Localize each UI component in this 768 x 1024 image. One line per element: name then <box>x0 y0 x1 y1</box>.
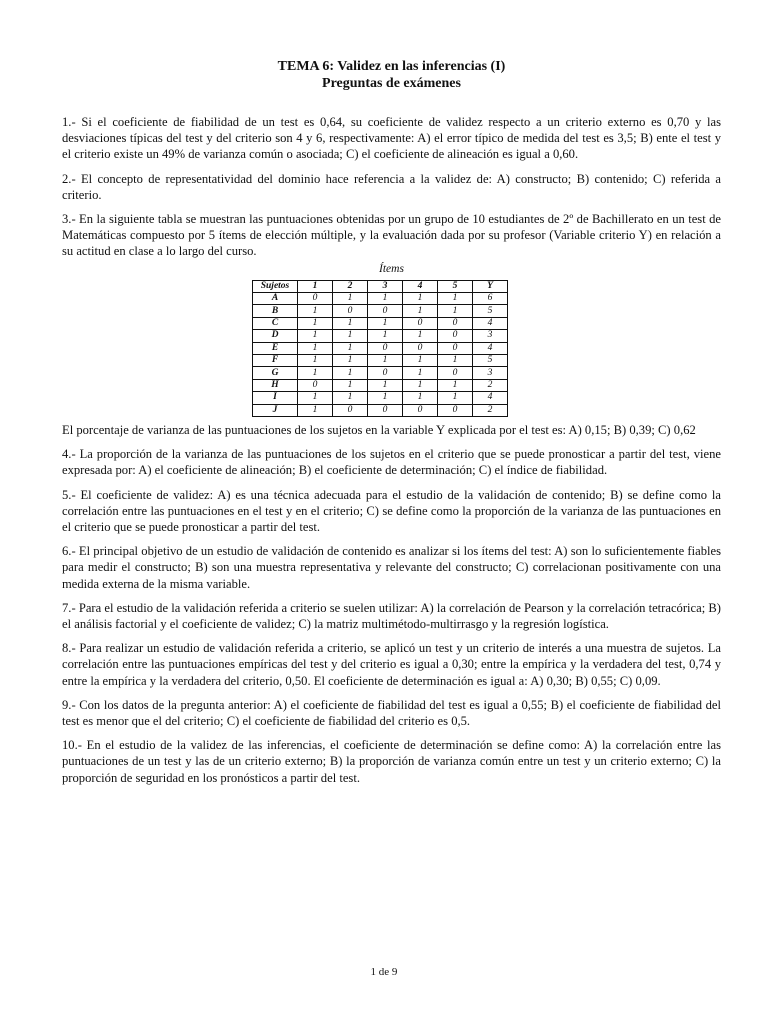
score-cell: 0 <box>333 305 368 317</box>
table-header-row <box>253 280 508 292</box>
header-cell: 3 <box>368 280 403 292</box>
score-cell: 0 <box>368 404 403 416</box>
score-cell: 1 <box>333 342 368 354</box>
subject-cell: E <box>253 342 298 354</box>
score-cell: 1 <box>403 330 438 342</box>
score-cell: 0 <box>298 293 333 305</box>
score-cell: 0 <box>368 342 403 354</box>
header-cell: 1 <box>298 280 333 292</box>
score-cell: 1 <box>438 305 473 317</box>
score-cell: 1 <box>298 305 333 317</box>
score-cell: 1 <box>333 330 368 342</box>
score-cell: 0 <box>403 404 438 416</box>
table-row <box>253 354 508 366</box>
score-cell: 0 <box>333 404 368 416</box>
score-cell: 1 <box>438 354 473 366</box>
page-title: TEMA 6: Validez en las inferencias (I) <box>277 59 506 74</box>
score-cell: 2 <box>473 404 508 416</box>
subject-cell: D <box>253 330 298 342</box>
header-cell: Y <box>473 280 508 292</box>
score-cell: 0 <box>438 330 473 342</box>
subject-cell: J <box>253 404 298 416</box>
subject-cell: C <box>253 317 298 329</box>
score-cell: 0 <box>368 367 403 379</box>
question-2: 2.- El concepto de representatividad del dominio hace referencia a la validez de: A) constructo; B) contenido; C) referida a criterio. <box>62 171 721 202</box>
table-body <box>253 293 508 417</box>
header-cell: Sujetos <box>253 280 298 292</box>
score-cell: 1 <box>403 354 438 366</box>
score-cell: 1 <box>403 293 438 305</box>
header-cell: 2 <box>333 280 368 292</box>
subject-cell: B <box>253 305 298 317</box>
table-row <box>253 317 508 329</box>
question-9: 9.- Con los datos de la pregunta anterior: A) el coeficiente de fiabilidad del test es igual a 0,55; B) el coeficiente de fiabilidad del test es menor que el del criterio; C) el coeficiente de fiabilidad del criterio es 0,5. <box>62 697 721 728</box>
question-3: 3.- En la siguiente tabla se muestran las puntuaciones obtenidas por un grupo de 10 estudiantes de 2º de Bachillerato en un test de Matemáticas compuesto por 5 ítems de elección múltiple, y la evaluación dada por su profesor (Variable criterio Y) en relación a su actitud en clase a lo largo del curso. <box>62 212 721 259</box>
question-6: 6.- El principal objetivo de un estudio de validación de contenido es analizar si los ítems del test: A) son lo suficientemente fiables para medir el constructo; B) son una muestra representativa y relevante del constructo; C) correlacionan positivamente con una medida externa de la misma variable. <box>62 544 721 591</box>
score-cell: 0 <box>403 317 438 329</box>
question-7: 7.- Para el estudio de la validación referida a criterio se suelen utilizar: A) la correlación de Pearson y la correlación tetracórica; B) el análisis factorial y el coeficiente de validez; C) la matriz multimétodo-multirrasgo y la regresión logística. <box>62 600 721 631</box>
score-cell: 1 <box>403 367 438 379</box>
score-cell: 6 <box>473 293 508 305</box>
header-cell: 5 <box>438 280 473 292</box>
score-cell: 1 <box>438 392 473 404</box>
score-cell: 3 <box>473 330 508 342</box>
subject-cell: I <box>253 392 298 404</box>
question-1: 1.- Si el coeficiente de fiabilidad de un test es 0,64, su coeficiente de validez respecto a un criterio externo es 0,70 y las desviaciones típicas del test y del criterio son 4 y 6, respectivamente: A) el error típico de medida del test es 3,5; B) ente el test y el criterio existe un 49% de varianza común o asociada; C) el coeficiente de alineación es igual a 0,60. <box>62 115 721 162</box>
score-cell: 1 <box>403 392 438 404</box>
page-number: 1 de 9 <box>370 966 398 978</box>
subject-cell: A <box>253 293 298 305</box>
score-cell: 1 <box>438 379 473 391</box>
table-caption: Ítems <box>379 262 404 275</box>
subject-cell: H <box>253 379 298 391</box>
score-cell: 1 <box>298 354 333 366</box>
table-row <box>253 379 508 391</box>
table-row <box>253 342 508 354</box>
score-cell: 1 <box>368 379 403 391</box>
table-row <box>253 305 508 317</box>
score-cell: 4 <box>473 342 508 354</box>
question-4: 4.- La proporción de la varianza de las puntuaciones de los sujetos en el criterio que se puede pronosticar a partir del test, viene expresada por: A) el coeficiente de alineación; B) el coeficiente de determinación; C) el índice de fiabilidad. <box>62 447 721 478</box>
table-row <box>253 293 508 305</box>
header-cell: 4 <box>403 280 438 292</box>
score-cell: 1 <box>333 317 368 329</box>
score-cell: 1 <box>403 379 438 391</box>
score-cell: 0 <box>403 342 438 354</box>
score-cell: 1 <box>333 367 368 379</box>
score-cell: 1 <box>333 379 368 391</box>
score-cell: 1 <box>298 367 333 379</box>
page-subtitle: Preguntas de exámenes <box>322 76 461 91</box>
question-3-answer: El porcentaje de varianza de las puntuaciones de los sujetos en la variable Y explicada por el test es: A) 0,15; B) 0,39; C) 0,62 <box>62 422 696 437</box>
table-row <box>253 330 508 342</box>
document-page <box>62 58 721 794</box>
score-cell: 0 <box>438 342 473 354</box>
score-cell: 1 <box>298 317 333 329</box>
score-cell: 1 <box>333 392 368 404</box>
score-cell: 1 <box>298 330 333 342</box>
subject-cell: G <box>253 367 298 379</box>
questions-list <box>62 114 721 786</box>
score-cell: 1 <box>333 354 368 366</box>
score-cell: 0 <box>438 404 473 416</box>
score-cell: 1 <box>368 330 403 342</box>
question-5: 5.- El coeficiente de validez: A) es una técnica adecuada para el estudio de la validación de contenido; B) se define como la correlación entre las puntuaciones en el test y en el criterio; C) se define como la proporción de la varianza de las puntuaciones en el criterio que se puede pronosticar a partir del test. <box>62 487 721 534</box>
score-cell: 2 <box>473 379 508 391</box>
score-cell: 1 <box>368 392 403 404</box>
score-cell: 0 <box>298 379 333 391</box>
score-cell: 0 <box>438 317 473 329</box>
score-cell: 1 <box>368 317 403 329</box>
score-cell: 0 <box>368 305 403 317</box>
question-8: 8.- Para realizar un estudio de validación referida a criterio, se aplicó un test y un criterio de interés a una muestra de sujetos. La correlación entre las puntuaciones empíricas del test y del criterio es igual a 0,30; entre la empírica y la verdadera del test, 0,74 y entre la empírica y la verdadera del criterio, 0,50. El coeficiente de determinación es igual a: A) 0,30; B) 0,55; C) 0,09. <box>62 641 721 688</box>
score-cell: 1 <box>403 305 438 317</box>
score-cell: 1 <box>298 404 333 416</box>
score-cell: 4 <box>473 317 508 329</box>
question-10: 10.- En el estudio de la validez de las inferencias, el coeficiente de determinación se define como: A) la correlación entre las puntuaciones de un test y las de un criterio externo; B) la proporción de varianza común entre un test y un criterio externo; C) la proporción de seguridad en los pronósticos a partir del test. <box>62 738 721 785</box>
score-cell: 4 <box>473 392 508 404</box>
score-cell: 3 <box>473 367 508 379</box>
subject-cell: F <box>253 354 298 366</box>
scores-table <box>252 280 508 417</box>
score-cell: 5 <box>473 305 508 317</box>
score-cell: 1 <box>298 342 333 354</box>
score-cell: 1 <box>438 293 473 305</box>
score-cell: 1 <box>368 354 403 366</box>
title-block <box>62 58 721 92</box>
score-cell: 5 <box>473 354 508 366</box>
score-cell: 0 <box>438 367 473 379</box>
table-row <box>253 367 508 379</box>
score-cell: 1 <box>298 392 333 404</box>
table-row <box>253 404 508 416</box>
table-row <box>253 392 508 404</box>
score-cell: 1 <box>368 293 403 305</box>
score-cell: 1 <box>333 293 368 305</box>
